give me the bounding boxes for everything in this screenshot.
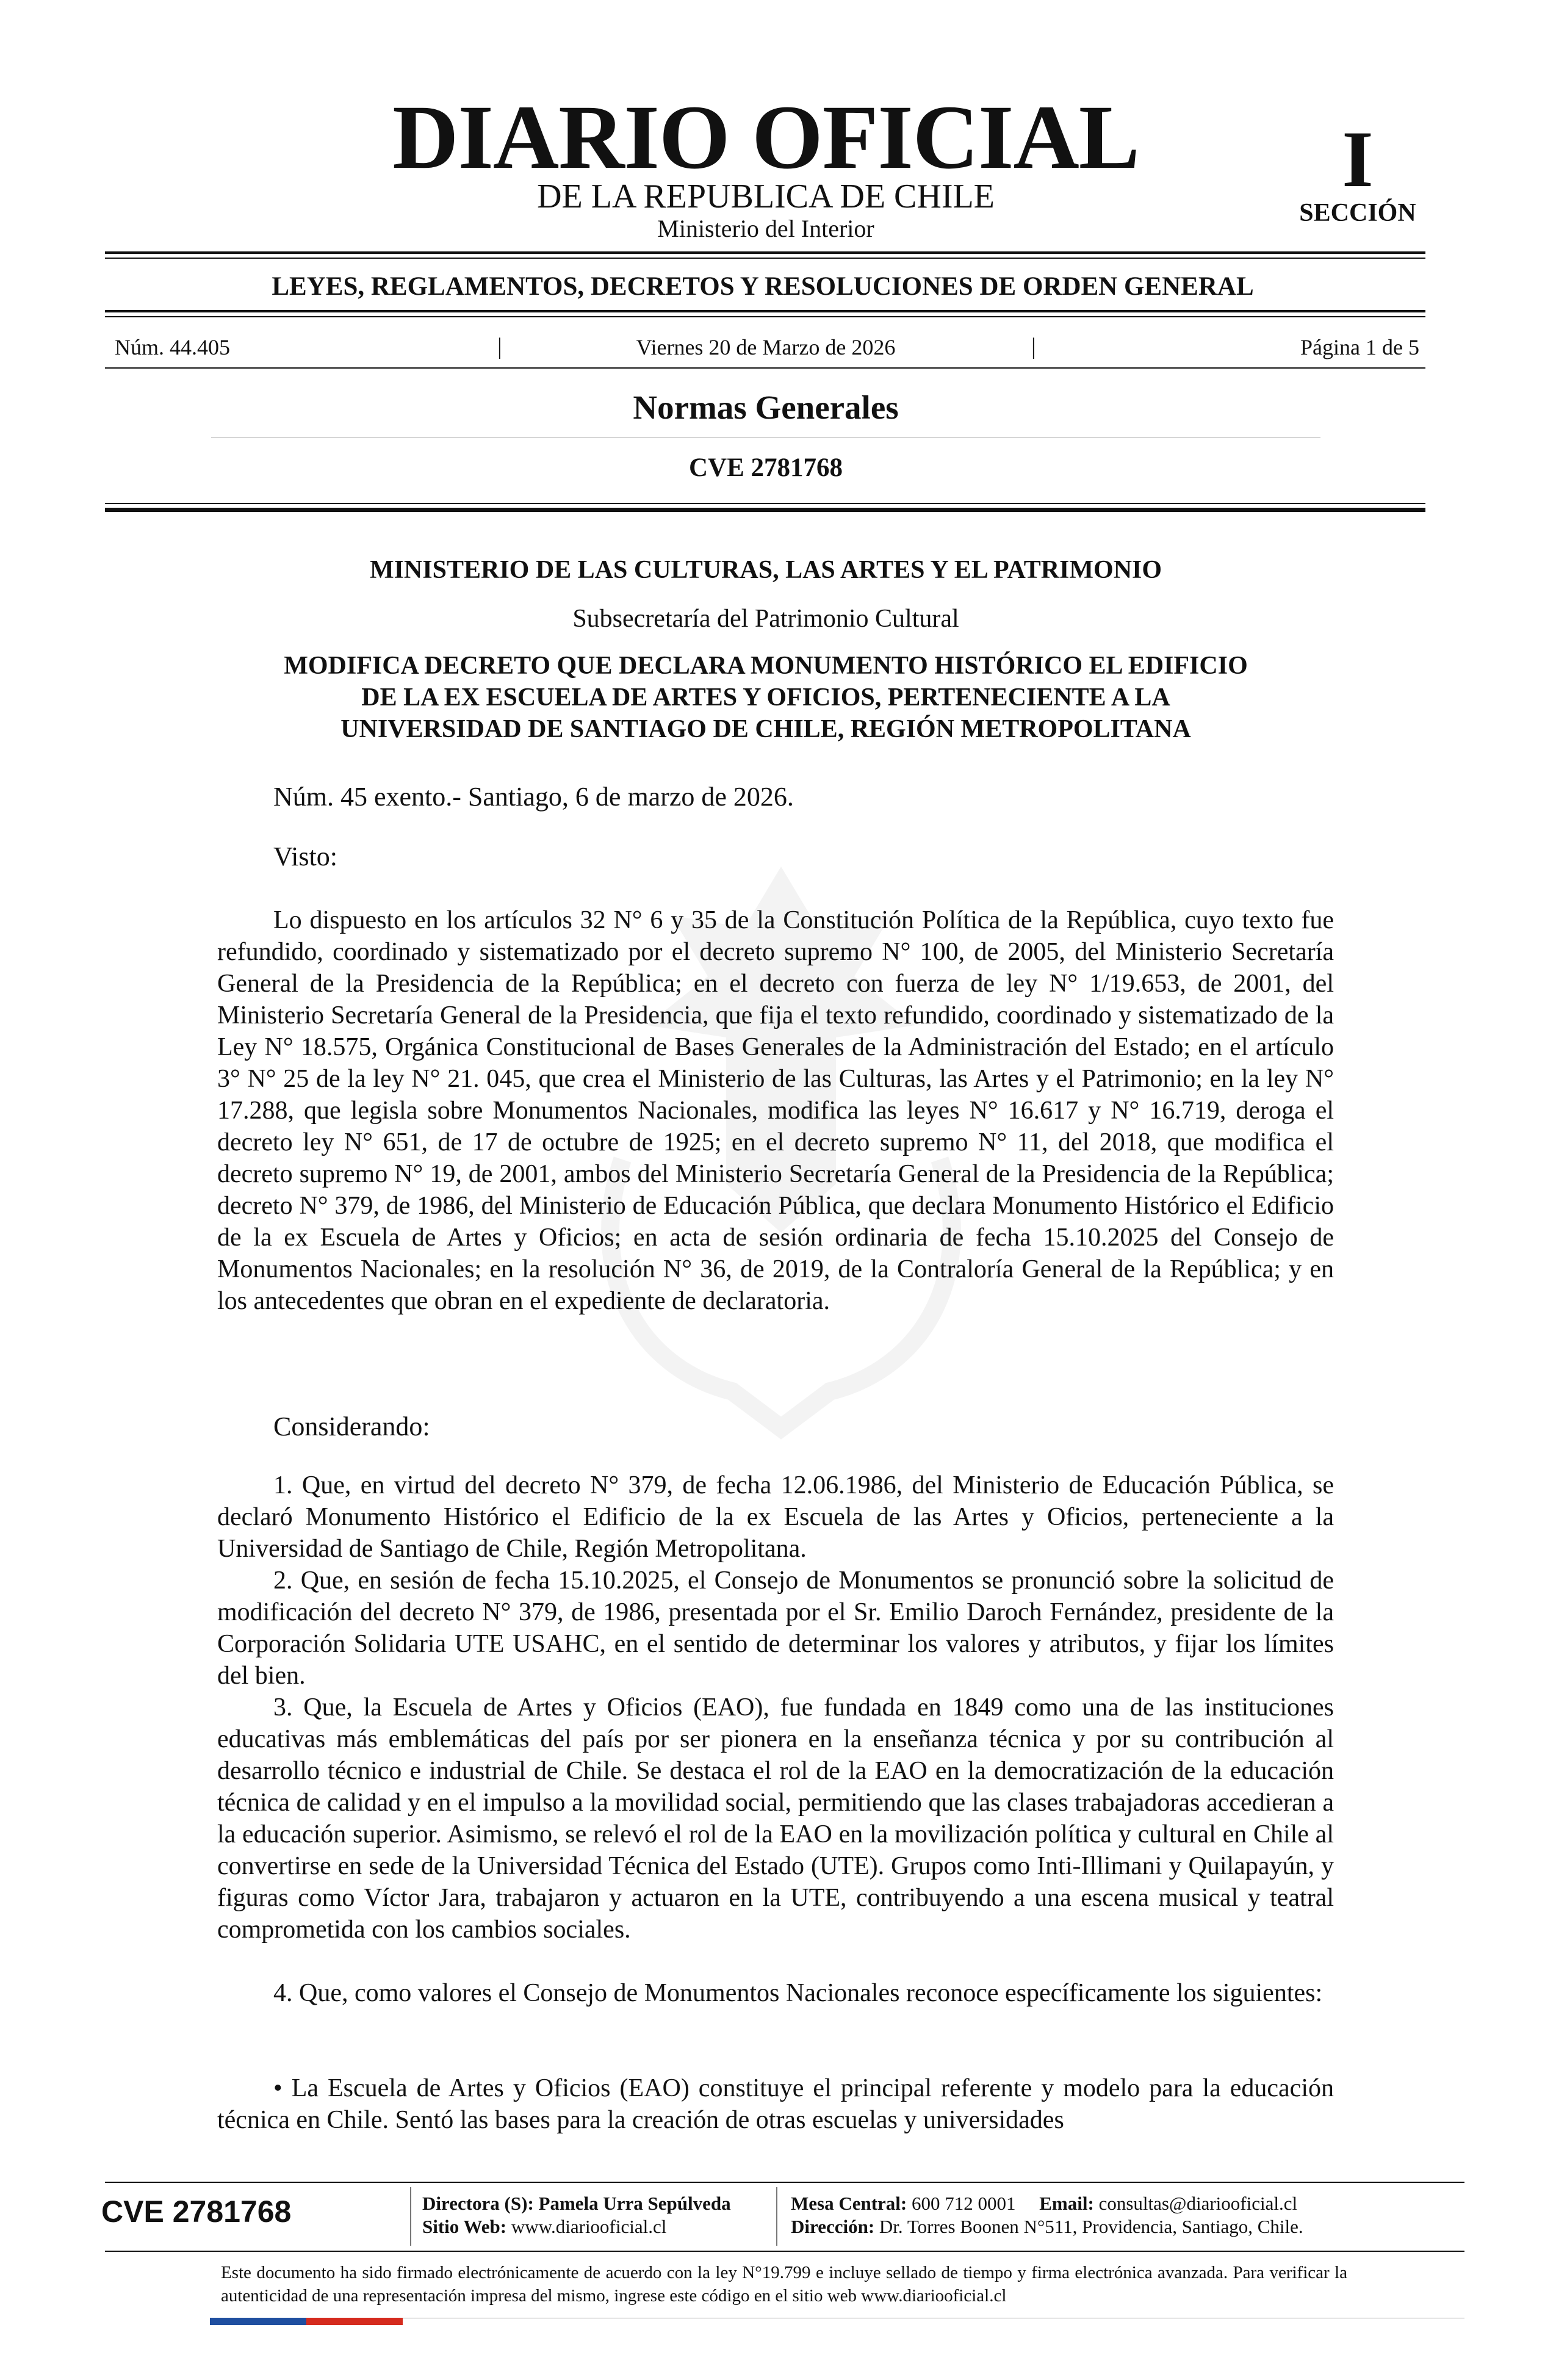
footer-phone-email: [791, 2192, 1297, 2215]
footer-director: [422, 2192, 731, 2215]
header-rule-thin: [105, 258, 1425, 259]
cve-code: CVE 2781768: [688, 453, 843, 482]
section-title: Normas Generales: [633, 389, 899, 426]
chile-flag-stripe: [210, 2318, 403, 2325]
visto-heading: Visto:: [273, 842, 337, 871]
email-label: Email:: [1039, 2193, 1094, 2214]
phone-label: Mesa Central:: [791, 2193, 907, 2214]
flag-red-segment: [306, 2318, 403, 2325]
header-rule-thick: [105, 251, 1425, 254]
footer-rule-top: [105, 2182, 1464, 2183]
cve-rule-thin: [105, 503, 1425, 504]
visto-paragraph: Lo dispuesto en los artículos 32 N° 6 y 35 de la Constitución Política de la República, cuyo texto fue refundido, coordinado y sistematizado por el decreto supremo N° 100, de 2005, del Ministerio Secretaría General de la Presidencia de la República; en el decreto con fuerza de ley N° 1/19.653, de 2001, del Ministerio Secretaría General de la Presidencia, que fija el texto refundido, coordinado y sistematizado de la Ley N° 18.575, Orgánica Constitucional de Bases Generales de la Administración del Estado; en el artículo 3° N° 25 de la ley N° 21. 045, que crea el Ministerio de las Culturas, las Artes y el Patrimonio; en la ley N° 17.288, que legisla sobre Monumentos Nacionales, modifica las leyes N° 16.617 y N° 16.719, deroga el decreto ley N° 651, de 17 de octubre de 1925; en el decreto supremo N° 11, del 2018, que modifica el decreto supremo N° 19, de 2001, ambos del Ministerio Secretaría General de la Presidencia de la República; decreto N° 379, de 1986, del Ministerio de Educación Pública, que declara Monumento Histórico el Edificio de la ex Escuela de Artes y Oficios; en acta de sesión ordinaria de fecha 15.10.2025 del Consejo de Monumentos Nacionales; en la resolución N° 36, de 2019, de la Contraloría General de la República; y en los antecedentes que obran en el expediente de declaratoria.: [217, 906, 1334, 1315]
footer-cve-code: CVE 2781768: [101, 2194, 292, 2229]
considerando-item: 4. Que, como valores el Consejo de Monumentos Nacionales reconoce específicamente los siguientes:: [273, 1979, 1323, 2007]
signature-disclaimer: Este documento ha sido firmado electrónicamente de acuerdo con la ley N°19.799 e incluye sellado de tiempo y firma electrónica avanzada. Para verificar la autenticidad de una representación impresa del mismo, ingrese este código en el sitio web www.diariooficial.cl: [221, 2263, 1347, 2306]
decree-title-line: UNIVERSIDAD DE SANTIAGO DE CHILE, REGIÓN METROPOLITANA: [340, 715, 1191, 743]
separator: |: [497, 334, 502, 359]
value-bullet: • La Escuela de Artes y Oficios (EAO) constituye el principal referente y modelo para la educación técnica en Chile. Sentó las bases para la creación de otras escuelas y universidades: [217, 2074, 1334, 2134]
email-link[interactable]: consultas@diariooficial.cl: [1098, 2193, 1298, 2214]
website-link[interactable]: www.diariooficial.cl: [511, 2216, 667, 2237]
considerando-item: 1. Que, en virtud del decreto N° 379, de fecha 12.06.1986, del Ministerio de Educación Pública, se declaró Monumento Histórico el Edificio de la ex Escuela de las Artes y Oficios, perteneciente a la Universidad de Santiago de Chile, Región Metropolitana.: [217, 1471, 1334, 1563]
considerando-item: 2. Que, en sesión de fecha 15.10.2025, el Consejo de Monumentos se pronunció sobre la solicitud de modificación del decreto N° 379, de 1986, presentada por el Sr. Emilio Daroch Fernández, presidente de la Corporación Solidaria UTE USAHC, en el sentido de determinar los valores y atributos, y fijar los límites del bien.: [217, 1567, 1334, 1690]
considerando-heading: Considerando:: [273, 1412, 430, 1441]
issuing-entity: MINISTERIO DE LAS CULTURAS, LAS ARTES Y EL PATRIMONIO: [369, 556, 1162, 584]
considerando-item: 3. Que, la Escuela de Artes y Oficios (EAO), fue fundada en 1849 como una de las instituciones educativas más emblemáticas del país por ser pionera en la enseñanza técnica y por su contribución al desarrollo técnico e industrial de Chile. Se destaca el rol de la EAO en la democratización de la educación técnica de calidad y en el impulso a la movilidad social, permitiendo que las clases trabajadoras accedieran a la educación superior. Asimismo, se relevó el rol de la EAO en la movilización política y cultural en Chile al convertirse en sede de la Universidad Técnica del Estado (UTE). Grupos como Inti-Illimani y Quilapayún, y figuras como Víctor Jara, trabajaron y actuaron en la UTE, contribuyendo a una escena musical y teatral comprometida con los cambios sociales.: [217, 1693, 1334, 1944]
footer-divider: [776, 2187, 777, 2246]
issue-number: Núm. 44.405: [115, 335, 230, 359]
category-rule-thick: [105, 310, 1425, 312]
page-indicator: Página 1 de 5: [1300, 335, 1419, 359]
director-label: Directora (S):: [422, 2193, 534, 2214]
flag-blue-segment: [210, 2318, 306, 2325]
address-value: Dr. Torres Boonen N°511, Providencia, Santiago, Chile.: [879, 2216, 1303, 2237]
section-label: SECCIÓN: [1299, 199, 1416, 227]
footer-rule-bottom: [105, 2251, 1464, 2252]
footer-address: [791, 2215, 1303, 2238]
decree-title-line: DE LA EX ESCUELA DE ARTES Y OFICIOS, PERTENECIENTE A LA: [361, 683, 1170, 712]
footer-divider: [410, 2187, 411, 2246]
date-rule: [105, 367, 1425, 369]
decree-title-line: MODIFICA DECRETO QUE DECLARA MONUMENTO HISTÓRICO EL EDIFICIO: [284, 652, 1248, 680]
section-number: I: [1342, 114, 1374, 204]
subsecretariat: Subsecretaría del Patrimonio Cultural: [572, 605, 959, 633]
separator: |: [1031, 334, 1036, 359]
footer-website: [422, 2215, 666, 2238]
category-rule-thin: [105, 316, 1425, 317]
newspaper-title: DIARIO OFICIAL: [392, 87, 1139, 188]
ministry-label: Ministerio del Interior: [657, 215, 874, 242]
category-heading: LEYES, REGLAMENTOS, DECRETOS Y RESOLUCIONES DE ORDEN GENERAL: [272, 272, 1254, 301]
section-title-rule: [211, 437, 1320, 438]
decree-number: Núm. 45 exento.- Santiago, 6 de marzo de 2026.: [273, 782, 794, 812]
director-name: Pamela Urra Sepúlveda: [538, 2193, 731, 2214]
cve-rule-thick: [105, 508, 1425, 512]
newspaper-subtitle: DE LA REPUBLICA DE CHILE: [537, 178, 995, 215]
decree-title: [183, 650, 1349, 745]
phone-number: 600 712 0001: [912, 2193, 1016, 2214]
issue-date: Viernes 20 de Marzo de 2026: [636, 335, 896, 359]
website-label: Sitio Web:: [422, 2216, 507, 2237]
address-label: Dirección:: [791, 2216, 875, 2237]
